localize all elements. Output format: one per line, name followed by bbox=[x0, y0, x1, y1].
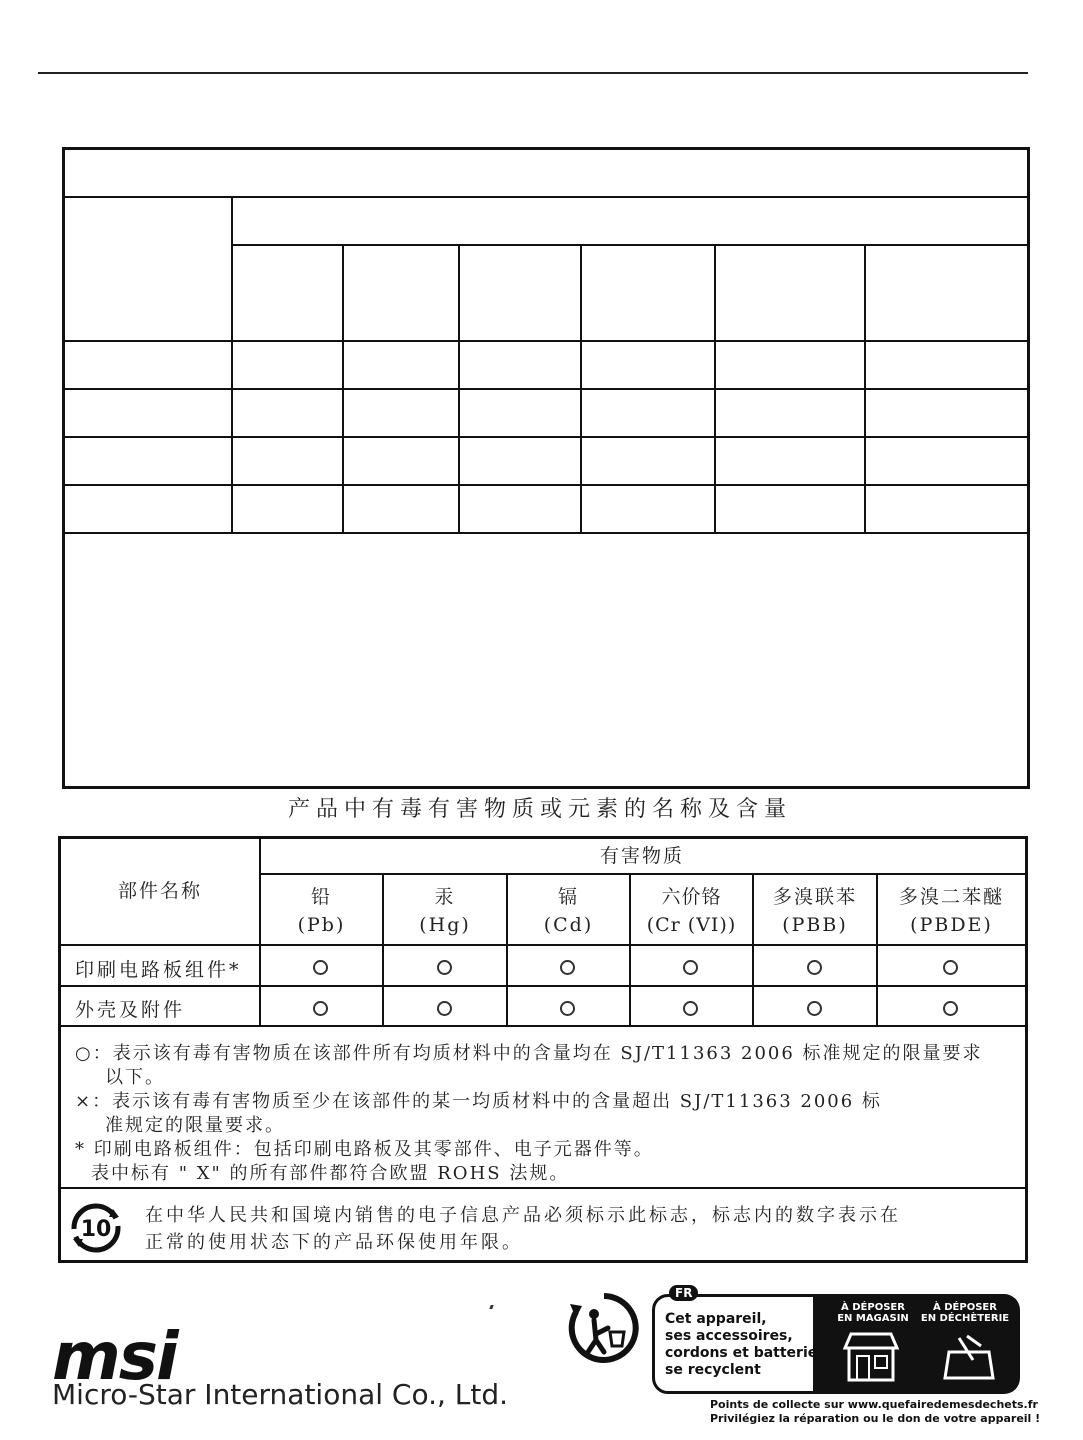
table-rule bbox=[714, 244, 716, 534]
compliant-mark bbox=[943, 1001, 958, 1016]
compliant-mark bbox=[437, 1001, 452, 1016]
table-rule bbox=[342, 244, 344, 534]
col-header-cadmium: 镉 (Cd) bbox=[543, 886, 594, 936]
stray-mark bbox=[489, 1305, 493, 1309]
table-rule bbox=[61, 1187, 1025, 1189]
table-rule bbox=[65, 484, 1027, 486]
compliant-mark bbox=[683, 960, 698, 975]
svg-text:10: 10 bbox=[80, 1217, 112, 1242]
msi-logo: msi bbox=[52, 1318, 177, 1395]
table-rule bbox=[65, 196, 1027, 198]
note-pcb: * 印刷电路板组件：包括印刷电路板及其零部件、电子元器件等。 bbox=[75, 1139, 654, 1160]
triman-dark-panel bbox=[813, 1294, 1083, 1394]
part-case: 外壳及附件 bbox=[75, 999, 186, 1021]
compliant-mark bbox=[313, 1001, 328, 1016]
col-header-lead: 铅 (Pb) bbox=[297, 886, 346, 936]
table-rule bbox=[231, 196, 233, 534]
efup-text-2: 正常的使用状态下的产品环保使用年限。 bbox=[145, 1232, 523, 1253]
store-icon bbox=[841, 1330, 901, 1384]
collection-points-text: Points de collecte sur www.quefairedemesdechets.fr Privilégiez la réparation ou le don de votre appareil ! bbox=[710, 1398, 1041, 1425]
table-rule bbox=[231, 244, 1027, 246]
store-label: À DÉPOSER EN MAGASIN bbox=[837, 1302, 909, 1324]
compliant-mark bbox=[807, 1001, 822, 1016]
note-compliant: ○：表示该有毒有害物质在该部件所有均质材料中的含量均在 SJ/T11363 2006 标准规定的限量要求 bbox=[75, 1043, 983, 1064]
note-exceeds: ×：表示该有毒有害物质至少在该部件的某一均质材料中的含量超出 SJ/T11363 2006 标 bbox=[75, 1091, 882, 1112]
table-rule bbox=[65, 340, 1027, 342]
substance-header: 有害物质 bbox=[599, 845, 684, 867]
table-rule bbox=[864, 244, 866, 534]
part-name-header: 部件名称 bbox=[117, 880, 202, 902]
col-header-mercury: 汞 (Hg) bbox=[419, 886, 471, 936]
recycle-text: Cet appareil, ses accessoires, cordons et batteries se recyclent bbox=[665, 1311, 826, 1378]
fr-badge: FR bbox=[669, 1285, 698, 1301]
compliant-mark bbox=[560, 960, 575, 975]
triman-info-box bbox=[652, 1286, 1083, 1394]
table-rule bbox=[458, 244, 460, 534]
compliant-mark bbox=[683, 1001, 698, 1016]
compliant-mark bbox=[560, 1001, 575, 1016]
compliant-mark bbox=[313, 960, 328, 975]
table-rule bbox=[580, 244, 582, 534]
table-rule bbox=[61, 944, 1025, 946]
table-rule bbox=[65, 532, 1027, 534]
col-header-pbb: 多溴联苯 (PBB) bbox=[772, 886, 857, 936]
rohs-table bbox=[58, 836, 1028, 1263]
efup-text-1: 在中华人民共和国境内销售的电子信息产品必须标示此标志，标志内的数字表示在 bbox=[145, 1205, 901, 1226]
efup-10-icon bbox=[69, 1201, 123, 1255]
table-rule bbox=[61, 1025, 1025, 1027]
table-rule bbox=[259, 873, 1025, 875]
part-pcb: 印刷电路板组件* bbox=[75, 959, 242, 981]
table-rule bbox=[65, 436, 1027, 438]
note-rohs: 表中标有 " X" 的所有部件都符合欧盟 ROHS 法规。 bbox=[91, 1163, 570, 1184]
compliant-mark bbox=[437, 960, 452, 975]
company-name: Micro-Star International Co., Ltd. bbox=[52, 1378, 509, 1411]
blank-table bbox=[62, 147, 1030, 789]
table-rule bbox=[61, 985, 1025, 987]
compliant-mark bbox=[807, 960, 822, 975]
header-rule bbox=[38, 72, 1028, 74]
table-caption: 产品中有毒有害物质或元素的名称及含量 bbox=[287, 797, 792, 822]
dechetterie-icon bbox=[939, 1330, 999, 1384]
table-rule bbox=[65, 388, 1027, 390]
col-header-chromium: 六价铬 (Cr (VI)) bbox=[646, 886, 737, 936]
col-header-pbde: 多溴二苯醚 (PBDE) bbox=[898, 886, 1004, 936]
compliant-mark bbox=[943, 960, 958, 975]
or-label: OU bbox=[1065, 1352, 1083, 1365]
note-exceeds-cont: 准规定的限量要求。 bbox=[105, 1115, 285, 1136]
dechetterie-label: À DÉPOSER EN DÉCHÈTERIE bbox=[920, 1302, 1010, 1324]
note-compliant-cont: 以下。 bbox=[105, 1067, 165, 1088]
triman-icon bbox=[566, 1290, 642, 1366]
